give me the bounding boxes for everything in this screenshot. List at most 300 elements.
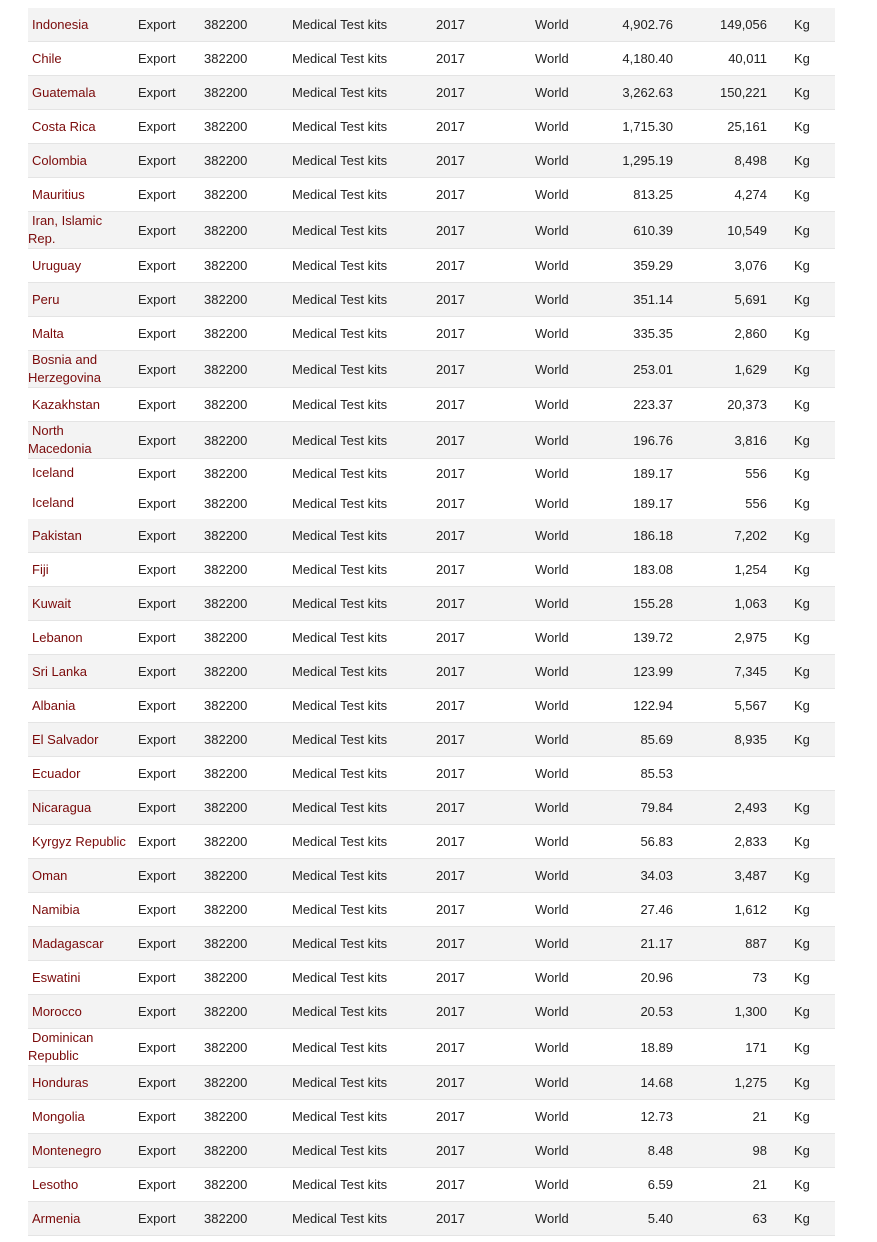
trade-flow-cell: Export — [138, 187, 176, 202]
quantity-cell: 1,254 — [734, 562, 767, 577]
trade-value-cell: 253.01 — [633, 361, 673, 377]
product-code-cell: 382200 — [204, 153, 248, 168]
country-link[interactable]: Peru — [32, 291, 60, 307]
country-link[interactable]: Lesotho — [32, 1176, 79, 1192]
table-row — [28, 8, 835, 42]
partner-cell: World — [535, 562, 569, 577]
product-description-cell: Medical Test kits — [292, 800, 388, 815]
trade-value-cell: 335.35 — [633, 326, 673, 341]
partner-cell: World — [535, 119, 569, 134]
country-link[interactable]: Sri Lanka — [32, 663, 87, 679]
table-row — [28, 42, 835, 76]
trade-value-cell: 34.03 — [640, 868, 673, 883]
year-cell: 2017 — [436, 1075, 465, 1090]
product-description-cell: Medical Test kits — [292, 292, 388, 307]
product-code-cell: 382200 — [204, 1177, 248, 1192]
quantity-unit-cell: Kg — [794, 936, 810, 951]
product-description-cell: Medical Test kits — [292, 1143, 388, 1158]
quantity-unit-cell: Kg — [794, 800, 810, 815]
trade-value-cell: 155.28 — [633, 596, 673, 611]
trade-flow-cell: Export — [138, 432, 176, 448]
product-code-cell: 382200 — [204, 630, 248, 645]
year-cell: 2017 — [436, 397, 465, 412]
product-description-cell: Medical Test kits — [292, 1211, 388, 1226]
country-link[interactable]: Madagascar — [32, 935, 104, 951]
partner-cell: World — [535, 495, 569, 511]
table-row — [28, 859, 835, 893]
product-description-cell: Medical Test kits — [292, 1109, 388, 1124]
year-cell: 2017 — [436, 258, 465, 273]
table-row — [28, 587, 835, 621]
table-row — [28, 791, 835, 825]
quantity-cell: 21 — [752, 1177, 767, 1192]
product-description-cell: Medical Test kits — [292, 432, 388, 448]
quantity-cell: 1,629 — [734, 361, 767, 377]
country-link[interactable]: Albania — [32, 697, 76, 713]
partner-cell: World — [535, 432, 569, 448]
quantity-cell: 20,373 — [727, 397, 767, 412]
country-link[interactable]: Ecuador — [32, 765, 81, 781]
trade-flow-cell: Export — [138, 85, 176, 100]
product-description-cell: Medical Test kits — [292, 1039, 388, 1055]
quantity-cell: 10,549 — [727, 222, 767, 238]
partner-cell: World — [535, 51, 569, 66]
trade-flow-cell: Export — [138, 562, 176, 577]
year-cell: 2017 — [436, 902, 465, 917]
table-row — [28, 621, 835, 655]
product-code-cell: 382200 — [204, 562, 248, 577]
product-description-cell: Medical Test kits — [292, 766, 388, 781]
country-link[interactable]: Mauritius — [32, 186, 85, 202]
trade-value-cell: 85.53 — [640, 766, 673, 781]
product-description-cell: Medical Test kits — [292, 902, 388, 917]
quantity-unit-cell: Kg — [794, 397, 810, 412]
trade-flow-cell: Export — [138, 1109, 176, 1124]
trade-flow-cell: Export — [138, 630, 176, 645]
product-code-cell: 382200 — [204, 51, 248, 66]
product-description-cell: Medical Test kits — [292, 397, 388, 412]
country-link[interactable]: Malta — [32, 325, 64, 341]
country-link[interactable]: Honduras — [32, 1074, 89, 1090]
partner-cell: World — [535, 465, 569, 481]
trade-value-cell: 1,715.30 — [622, 119, 673, 134]
product-code-cell: 382200 — [204, 732, 248, 747]
quantity-cell: 21 — [752, 1109, 767, 1124]
quantity-unit-cell: Kg — [794, 187, 810, 202]
quantity-cell: 1,300 — [734, 1004, 767, 1019]
trade-flow-cell: Export — [138, 1004, 176, 1019]
year-cell: 2017 — [436, 664, 465, 679]
country-link[interactable]: Kazakhstan — [32, 396, 100, 412]
trade-value-cell: 123.99 — [633, 664, 673, 679]
table-row — [28, 961, 835, 995]
trade-flow-cell: Export — [138, 902, 176, 917]
trade-flow-cell: Export — [138, 664, 176, 679]
quantity-unit-cell: Kg — [794, 698, 810, 713]
trade-flow-cell: Export — [138, 465, 176, 481]
quantity-cell: 1,063 — [734, 596, 767, 611]
quantity-unit-cell: Kg — [794, 664, 810, 679]
product-description-cell: Medical Test kits — [292, 1075, 388, 1090]
table-row — [28, 249, 835, 283]
partner-cell: World — [535, 222, 569, 238]
product-description-cell: Medical Test kits — [292, 970, 388, 985]
quantity-unit-cell: Kg — [794, 902, 810, 917]
quantity-cell: 3,076 — [734, 258, 767, 273]
table-row — [28, 655, 835, 689]
quantity-cell: 1,275 — [734, 1075, 767, 1090]
trade-value-cell: 351.14 — [633, 292, 673, 307]
quantity-cell: 5,567 — [734, 698, 767, 713]
quantity-unit-cell: Kg — [794, 1143, 810, 1158]
trade-flow-cell: Export — [138, 732, 176, 747]
trade-value-cell: 4,902.76 — [622, 17, 673, 32]
trade-flow-cell: Export — [138, 698, 176, 713]
partner-cell: World — [535, 970, 569, 985]
country-link[interactable]: Bosnia and Herzegovina — [28, 352, 101, 385]
product-description-cell: Medical Test kits — [292, 361, 388, 377]
partner-cell: World — [535, 1004, 569, 1019]
quantity-cell: 150,221 — [720, 85, 767, 100]
partner-cell: World — [535, 361, 569, 377]
year-cell: 2017 — [436, 187, 465, 202]
country-link[interactable]: Oman — [32, 867, 68, 883]
trade-value-cell: 189.17 — [633, 495, 673, 511]
product-code-cell: 382200 — [204, 528, 248, 543]
country-link[interactable]: Pakistan — [32, 527, 82, 543]
product-description-cell: Medical Test kits — [292, 119, 388, 134]
product-code-cell: 382200 — [204, 432, 248, 448]
year-cell: 2017 — [436, 766, 465, 781]
trade-flow-cell: Export — [138, 17, 176, 32]
trade-value-cell: 610.39 — [633, 222, 673, 238]
product-description-cell: Medical Test kits — [292, 596, 388, 611]
quantity-cell: 63 — [752, 1211, 767, 1226]
trade-flow-cell: Export — [138, 800, 176, 815]
product-description-cell: Medical Test kits — [292, 495, 388, 511]
table-row — [28, 76, 835, 110]
year-cell: 2017 — [436, 1143, 465, 1158]
country-link[interactable]: Dominican Republic — [28, 1030, 94, 1063]
quantity-unit-cell: Kg — [794, 1177, 810, 1192]
table-row — [28, 893, 835, 927]
quantity-cell: 2,860 — [734, 326, 767, 341]
trade-flow-cell: Export — [138, 766, 176, 781]
trade-flow-cell: Export — [138, 1039, 176, 1055]
product-code-cell: 382200 — [204, 970, 248, 985]
trade-flow-cell: Export — [138, 495, 176, 511]
year-cell: 2017 — [436, 1109, 465, 1124]
product-description-cell: Medical Test kits — [292, 664, 388, 679]
quantity-unit-cell: Kg — [794, 292, 810, 307]
year-cell: 2017 — [436, 732, 465, 747]
year-cell: 2017 — [436, 17, 465, 32]
partner-cell: World — [535, 834, 569, 849]
quantity-cell: 2,493 — [734, 800, 767, 815]
table-row — [28, 1202, 835, 1236]
country-link[interactable]: Nicaragua — [32, 799, 92, 815]
table-row — [28, 553, 835, 587]
table-row — [28, 283, 835, 317]
product-description-cell: Medical Test kits — [292, 187, 388, 202]
product-description-cell: Medical Test kits — [292, 834, 388, 849]
quantity-unit-cell: Kg — [794, 1109, 810, 1124]
country-link[interactable]: Lebanon — [32, 629, 83, 645]
trade-value-cell: 18.89 — [640, 1039, 673, 1055]
country-link[interactable]: Montenegro — [32, 1142, 102, 1158]
trade-value-cell: 21.17 — [640, 936, 673, 951]
year-cell: 2017 — [436, 834, 465, 849]
trade-flow-cell: Export — [138, 51, 176, 66]
product-code-cell: 382200 — [204, 1211, 248, 1226]
partner-cell: World — [535, 1143, 569, 1158]
year-cell: 2017 — [436, 596, 465, 611]
partner-cell: World — [535, 936, 569, 951]
quantity-cell: 7,202 — [734, 528, 767, 543]
trade-value-cell: 20.53 — [640, 1004, 673, 1019]
country-link[interactable]: Kuwait — [32, 595, 72, 611]
partner-cell: World — [535, 800, 569, 815]
quantity-unit-cell: Kg — [794, 1075, 810, 1090]
product-code-cell: 382200 — [204, 495, 248, 511]
quantity-cell: 2,975 — [734, 630, 767, 645]
quantity-unit-cell: Kg — [794, 432, 810, 448]
year-cell: 2017 — [436, 361, 465, 377]
year-cell: 2017 — [436, 1177, 465, 1192]
table-row — [28, 519, 835, 553]
trade-flow-cell: Export — [138, 1177, 176, 1192]
country-link[interactable]: Colombia — [32, 152, 87, 168]
year-cell: 2017 — [436, 868, 465, 883]
table-row — [28, 487, 835, 519]
trade-flow-cell: Export — [138, 528, 176, 543]
year-cell: 2017 — [436, 51, 465, 66]
product-code-cell: 382200 — [204, 1109, 248, 1124]
country-link[interactable]: El Salvador — [32, 731, 99, 747]
quantity-unit-cell: Kg — [794, 119, 810, 134]
trade-flow-cell: Export — [138, 596, 176, 611]
table-row — [28, 825, 835, 859]
quantity-unit-cell: Kg — [794, 495, 810, 511]
quantity-unit-cell: Kg — [794, 596, 810, 611]
year-cell: 2017 — [436, 970, 465, 985]
product-code-cell: 382200 — [204, 258, 248, 273]
country-link[interactable]: Fiji — [32, 561, 49, 577]
product-code-cell: 382200 — [204, 596, 248, 611]
quantity-unit-cell: Kg — [794, 222, 810, 238]
year-cell: 2017 — [436, 465, 465, 481]
table-row — [28, 1134, 835, 1168]
trade-flow-cell: Export — [138, 326, 176, 341]
table-row — [28, 757, 835, 791]
quantity-cell: 40,011 — [728, 51, 767, 66]
product-code-cell: 382200 — [204, 17, 248, 32]
trade-data-table — [28, 8, 835, 1236]
year-cell: 2017 — [436, 630, 465, 645]
quantity-cell — [688, 757, 767, 790]
partner-cell: World — [535, 326, 569, 341]
partner-cell: World — [535, 397, 569, 412]
quantity-unit-cell: Kg — [794, 834, 810, 849]
year-cell: 2017 — [436, 326, 465, 341]
trade-flow-cell: Export — [138, 868, 176, 883]
product-code-cell: 382200 — [204, 868, 248, 883]
trade-flow-cell: Export — [138, 292, 176, 307]
quantity-unit-cell: Kg — [794, 258, 810, 273]
quantity-unit-cell: Kg — [794, 17, 810, 32]
trade-flow-cell: Export — [138, 936, 176, 951]
trade-flow-cell: Export — [138, 119, 176, 134]
quantity-unit-cell: Kg — [794, 970, 810, 985]
product-description-cell: Medical Test kits — [292, 465, 388, 481]
trade-flow-cell: Export — [138, 397, 176, 412]
country-link[interactable]: Guatemala — [32, 84, 96, 100]
partner-cell: World — [535, 766, 569, 781]
trade-flow-cell: Export — [138, 834, 176, 849]
product-description-cell: Medical Test kits — [292, 732, 388, 747]
product-description-cell: Medical Test kits — [292, 868, 388, 883]
partner-cell: World — [535, 868, 569, 883]
quantity-unit-cell: Kg — [794, 465, 810, 481]
quantity-cell: 8,498 — [734, 153, 767, 168]
partner-cell: World — [535, 1177, 569, 1192]
year-cell: 2017 — [436, 1039, 465, 1055]
product-code-cell: 382200 — [204, 664, 248, 679]
product-description-cell: Medical Test kits — [292, 17, 388, 32]
product-description-cell: Medical Test kits — [292, 153, 388, 168]
quantity-cell: 8,935 — [734, 732, 767, 747]
table-row — [28, 995, 835, 1029]
country-link[interactable]: Costa Rica — [32, 118, 96, 134]
product-description-cell: Medical Test kits — [292, 528, 388, 543]
trade-value-cell: 122.94 — [633, 698, 673, 713]
product-code-cell: 382200 — [204, 902, 248, 917]
trade-value-cell: 5.40 — [647, 1211, 673, 1226]
product-code-cell: 382200 — [204, 187, 248, 202]
country-link[interactable]: Iran, Islamic Rep. — [28, 213, 103, 246]
table-row — [28, 422, 835, 459]
quantity-cell: 3,816 — [734, 432, 767, 448]
year-cell: 2017 — [436, 528, 465, 543]
country-link[interactable]: Uruguay — [32, 257, 82, 273]
partner-cell: World — [535, 153, 569, 168]
partner-cell: World — [535, 292, 569, 307]
product-description-cell: Medical Test kits — [292, 1177, 388, 1192]
year-cell: 2017 — [436, 936, 465, 951]
trade-flow-cell: Export — [138, 970, 176, 985]
product-code-cell: 382200 — [204, 465, 248, 481]
year-cell: 2017 — [436, 1004, 465, 1019]
country-link[interactable]: Eswatini — [32, 969, 81, 985]
year-cell: 2017 — [436, 562, 465, 577]
product-code-cell: 382200 — [204, 361, 248, 377]
year-cell: 2017 — [436, 222, 465, 238]
table-row — [28, 178, 835, 212]
quantity-unit-cell: Kg — [794, 85, 810, 100]
trade-flow-cell: Export — [138, 1211, 176, 1226]
trade-value-cell: 813.25 — [633, 187, 673, 202]
country-link[interactable]: Namibia — [32, 901, 80, 917]
year-cell: 2017 — [436, 85, 465, 100]
trade-value-cell: 85.69 — [640, 732, 673, 747]
trade-flow-cell: Export — [138, 153, 176, 168]
quantity-cell: 73 — [752, 970, 767, 985]
trade-value-cell: 183.08 — [633, 562, 673, 577]
product-code-cell: 382200 — [204, 1039, 248, 1055]
trade-value-cell: 359.29 — [633, 258, 673, 273]
year-cell: 2017 — [436, 495, 465, 511]
quantity-cell: 1,612 — [734, 902, 767, 917]
product-code-cell: 382200 — [204, 397, 248, 412]
quantity-cell: 4,274 — [734, 187, 767, 202]
trade-value-cell: 20.96 — [640, 970, 673, 985]
partner-cell: World — [535, 258, 569, 273]
trade-flow-cell: Export — [138, 1143, 176, 1158]
quantity-cell: 2,833 — [734, 834, 767, 849]
country-link[interactable]: North Macedonia — [28, 423, 92, 456]
quantity-cell: 556 — [745, 495, 767, 511]
trade-value-cell: 196.76 — [633, 432, 673, 448]
partner-cell: World — [535, 902, 569, 917]
table-row — [28, 388, 835, 422]
trade-value-cell: 6.59 — [647, 1177, 673, 1192]
trade-value-cell: 8.48 — [647, 1143, 673, 1158]
country-link[interactable]: Kyrgyz Republic — [32, 833, 126, 849]
quantity-unit-cell: Kg — [794, 732, 810, 747]
product-description-cell: Medical Test kits — [292, 698, 388, 713]
product-code-cell: 382200 — [204, 698, 248, 713]
partner-cell: World — [535, 1109, 569, 1124]
product-code-cell: 382200 — [204, 766, 248, 781]
year-cell: 2017 — [436, 119, 465, 134]
quantity-cell: 5,691 — [734, 292, 767, 307]
product-description-cell: Medical Test kits — [292, 258, 388, 273]
product-description-cell: Medical Test kits — [292, 562, 388, 577]
quantity-cell: 25,161 — [727, 119, 767, 134]
partner-cell: World — [535, 664, 569, 679]
trade-flow-cell: Export — [138, 258, 176, 273]
product-description-cell: Medical Test kits — [292, 936, 388, 951]
partner-cell: World — [535, 732, 569, 747]
product-code-cell: 382200 — [204, 1075, 248, 1090]
partner-cell: World — [535, 698, 569, 713]
country-link[interactable]: Mongolia — [32, 1108, 85, 1124]
trade-flow-cell: Export — [138, 222, 176, 238]
trade-value-cell: 12.73 — [640, 1109, 673, 1124]
product-code-cell: 382200 — [204, 1143, 248, 1158]
trade-value-cell: 186.18 — [633, 528, 673, 543]
country-link[interactable]: Indonesia — [32, 16, 89, 32]
partner-cell: World — [535, 187, 569, 202]
quantity-cell: 556 — [745, 465, 767, 481]
year-cell: 2017 — [436, 1211, 465, 1226]
trade-value-cell: 3,262.63 — [622, 85, 673, 100]
country-link[interactable]: Iceland — [32, 495, 74, 510]
quantity-unit-cell: Kg — [794, 562, 810, 577]
trade-flow-cell: Export — [138, 1075, 176, 1090]
country-link[interactable]: Armenia — [32, 1210, 81, 1226]
year-cell: 2017 — [436, 800, 465, 815]
table-row — [28, 1066, 835, 1100]
product-description-cell: Medical Test kits — [292, 222, 388, 238]
quantity-cell: 7,345 — [734, 664, 767, 679]
country-link[interactable]: Morocco — [32, 1003, 82, 1019]
year-cell: 2017 — [436, 153, 465, 168]
partner-cell: World — [535, 630, 569, 645]
quantity-unit-cell: Kg — [794, 1004, 810, 1019]
country-link[interactable]: Chile — [32, 50, 62, 66]
country-link[interactable]: Iceland — [32, 465, 74, 480]
